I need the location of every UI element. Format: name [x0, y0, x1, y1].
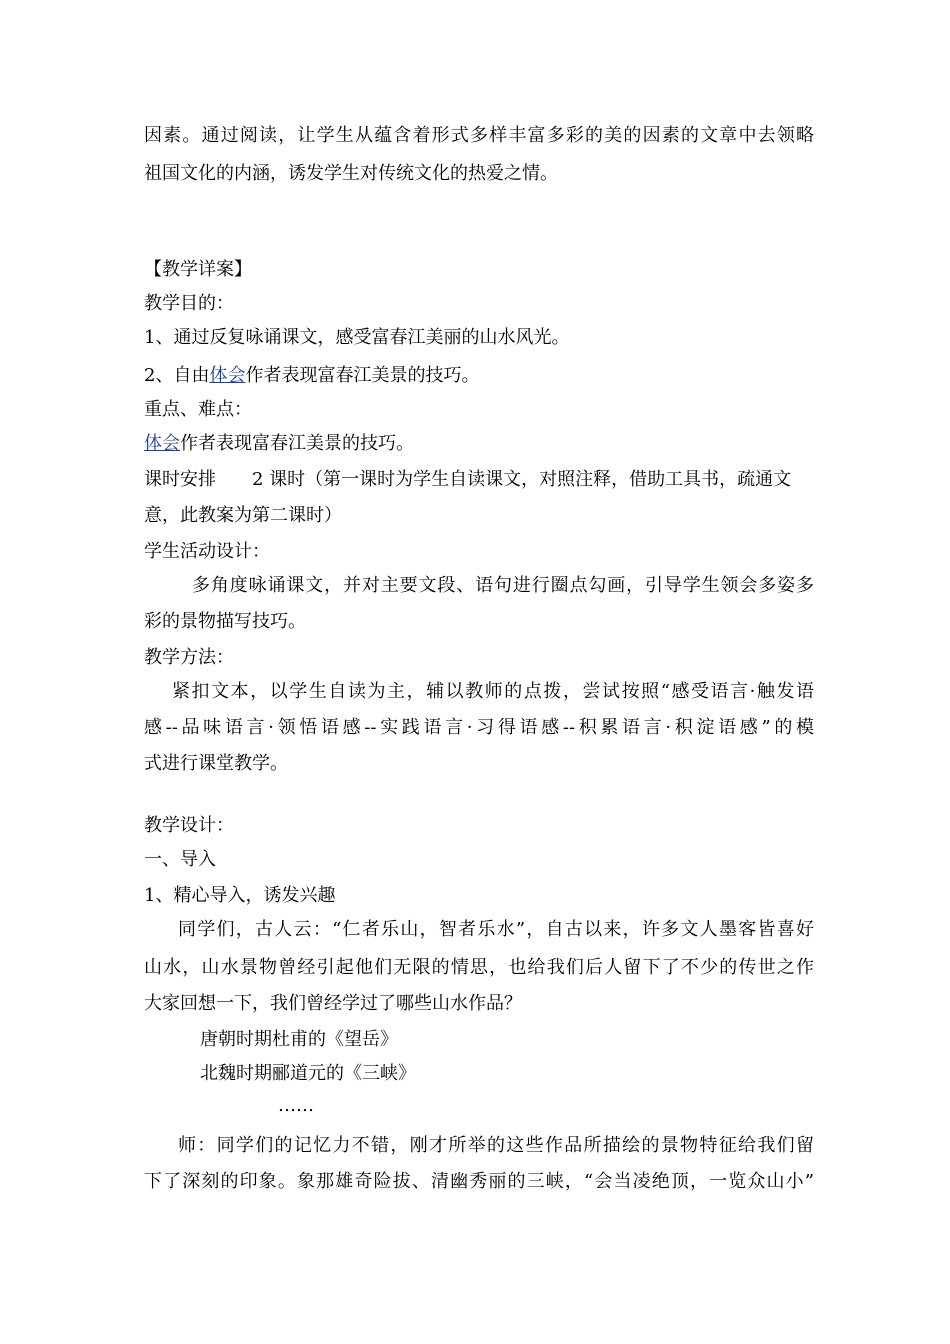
ellipsis: ……	[278, 1095, 314, 1116]
example-2: 北魏时期郦道元的《三峡》	[200, 1063, 416, 1084]
key-points-text	[144, 432, 814, 456]
activities-line-1: 多角度咏诵课文，并对主要文段、语句进行圈点勾画，引导学生领会多姿多	[192, 575, 814, 596]
activities-line-2: 彩的景物描写技巧。	[144, 611, 306, 632]
objectives-label: 教学目的：	[144, 293, 234, 314]
methods-line-1: 紧扣文本，以学生自读为主，辅以教师的点拨，尝试按照“感受语言·触发语	[172, 681, 814, 702]
para1-line-1: 同学们，古人云：“仁者乐山，智者乐水”，自古以来，许多文人墨客皆喜好	[178, 919, 814, 940]
objective-item-2-prefix: 2、自由	[144, 365, 210, 386]
objective-item-2	[144, 364, 814, 388]
tihui-link[interactable]: 体会	[209, 365, 246, 386]
design-label: 教学设计：	[144, 815, 234, 836]
design-part-1: 一、导入	[144, 849, 216, 870]
para2-line-2: 下了深刻的印象。象那雄奇险拔、清幽秀丽的三峡，“会当凌绝顶，一览众山小”	[144, 1171, 814, 1192]
schedule-line-2: 意，此教案为第二课时）	[144, 505, 342, 526]
tihui-link[interactable]: 体会	[144, 433, 180, 454]
objective-item-1: 1、通过反复咏诵课文，感受富春江美丽的山水风光。	[144, 327, 570, 348]
schedule-label: 课时安排	[144, 469, 216, 490]
methods-line-2: 感--品味语言·领悟语感--实践语言·习得语感--积累语言·积淀语感”的模	[144, 717, 814, 738]
methods-label: 教学方法：	[144, 647, 234, 668]
objective-item-2-suffix: 作者表现富春江美景的技巧。	[245, 365, 480, 386]
para2-line-1: 师：同学们的记忆力不错，刚才所举的这些作品所描绘的景物特征给我们留	[178, 1135, 814, 1156]
intro-line-1: 因素。通过阅读，让学生从蕴含着形式多样丰富多彩的美的因素的文章中去领略	[144, 125, 814, 146]
example-1: 唐朝时期杜甫的《望岳》	[200, 1029, 398, 1050]
intro-line-2: 祖国文化的内涵，诱发学生对传统文化的热爱之情。	[144, 163, 558, 184]
para1-line-2: 山水，山水景物曾经引起他们无限的情思，也给我们后人留下了不少的传世之作	[144, 957, 814, 978]
methods-line-3: 式进行课堂教学。	[144, 753, 288, 774]
para1-line-3: 大家回想一下，我们曾经学过了哪些山水作品？	[144, 993, 522, 1014]
schedule-text: 2 课时（第一课时为学生自读课文，对照注释，借助工具书，疏通文	[252, 469, 792, 490]
design-step-1: 1、精心导入，诱发兴趣	[144, 885, 336, 906]
section-heading: 【教学详案】	[144, 259, 252, 280]
key-points-suffix: 作者表现富春江美景的技巧。	[180, 433, 414, 454]
schedule-line-1	[144, 468, 814, 492]
key-points-label: 重点、难点：	[144, 399, 252, 420]
activities-label: 学生活动设计：	[144, 541, 270, 562]
